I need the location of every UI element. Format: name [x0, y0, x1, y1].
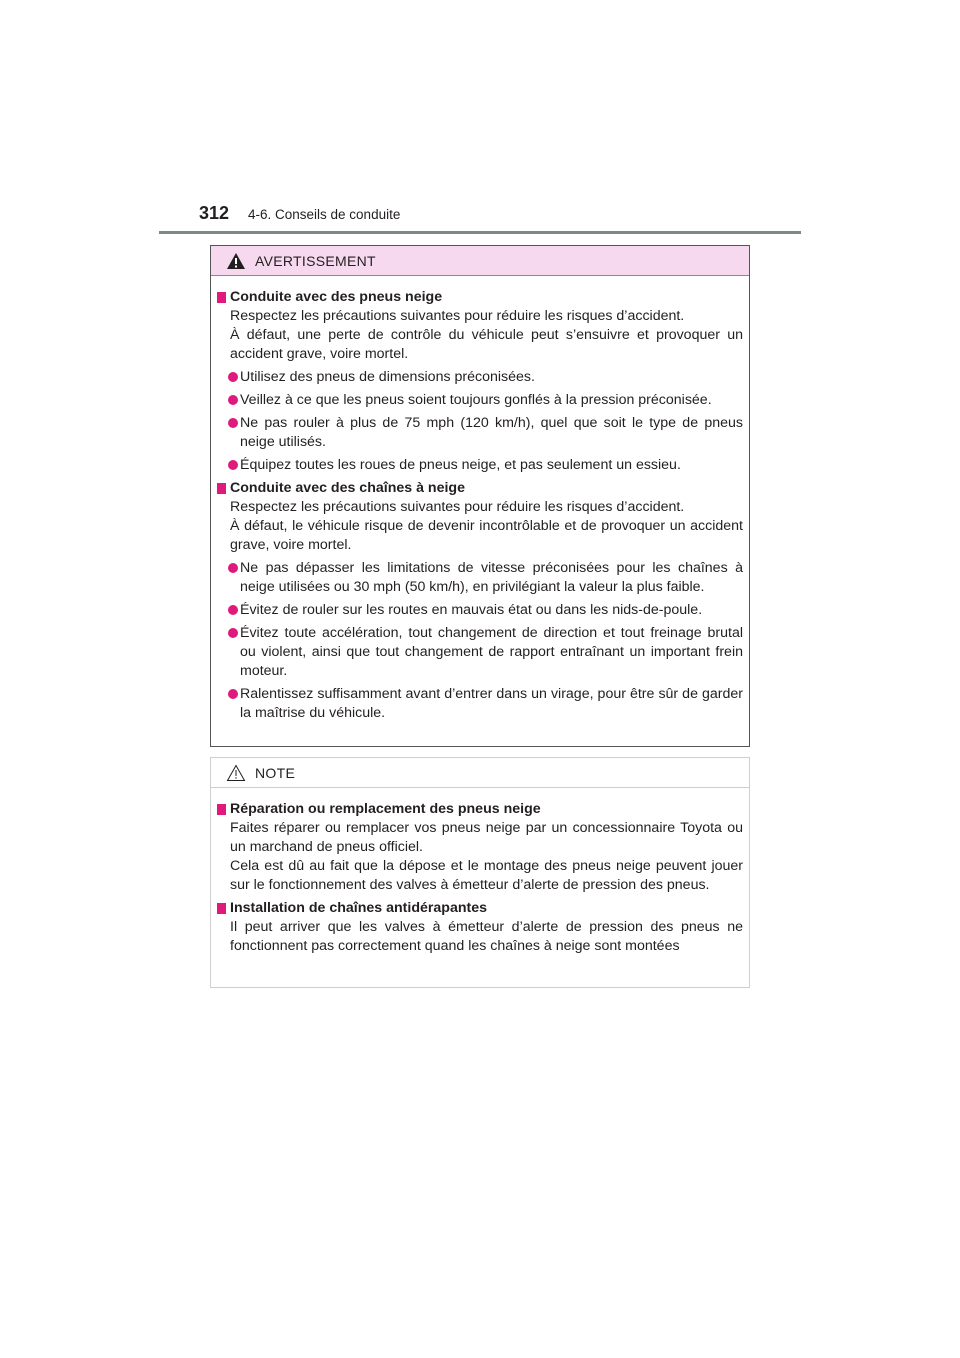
- item-text: [230, 307, 743, 364]
- warning-body: [211, 276, 749, 723]
- item-title: Conduite avec des pneus neige: [230, 289, 443, 305]
- item-text: [230, 819, 743, 895]
- dot-bullet-icon: [228, 372, 238, 382]
- warning-box: [210, 245, 750, 747]
- bullet-item: [217, 456, 743, 475]
- dot-bullet-icon: [228, 563, 238, 573]
- item-paragraph: Respectez les précautions suivantes pour réduire les risques d’accident.: [230, 308, 685, 324]
- bullet-item: [217, 601, 743, 620]
- note-label: NOTE: [255, 765, 296, 781]
- warning-item: [217, 288, 743, 364]
- square-bullet-icon: [217, 292, 226, 303]
- note-item: [217, 899, 743, 956]
- bullet-text: Évitez de rouler sur les routes en mauvais état ou dans les nids-de-poule.: [240, 602, 703, 618]
- bullet-item: [217, 391, 743, 410]
- item-title: Conduite avec des chaînes à neige: [230, 480, 465, 496]
- dot-bullet-icon: [228, 689, 238, 699]
- item-text: [230, 498, 743, 555]
- item-paragraph: Il peut arriver que les valves à émetteur d’alerte de pression des pneus ne fonctionnent pas correctement quand les chaînes à neige sont montées: [230, 919, 743, 954]
- note-item: [217, 800, 743, 895]
- dot-bullet-icon: [228, 628, 238, 638]
- item-paragraph: Respectez les précautions suivantes pour réduire les risques d’accident.: [230, 499, 685, 515]
- header-rule: [159, 231, 801, 234]
- bullet-text: Utilisez des pneus de dimensions préconisées.: [240, 369, 535, 385]
- dot-bullet-icon: [228, 605, 238, 615]
- bullet-item: [217, 559, 743, 597]
- item-paragraph: À défaut, une perte de contrôle du véhicule peut s’ensuivre et provoquer un accident grave, voire mortel.: [230, 327, 743, 362]
- warning-triangle-icon: [226, 252, 246, 270]
- warning-header: [211, 246, 749, 276]
- bullet-text: Évitez toute accélération, tout changement de direction et tout freinage brutal ou violent, ainsi que tout changement de rapport entraînant un important frein moteur.: [240, 625, 743, 679]
- bullet-text: Ne pas rouler à plus de 75 mph (120 km/h), quel que soit le type de pneus neige utilisés.: [240, 415, 743, 450]
- item-paragraph: À défaut, le véhicule risque de devenir incontrôlable et de provoquer un accident grave, voire mortel.: [230, 518, 743, 553]
- dot-bullet-icon: [228, 395, 238, 405]
- item-text: [230, 918, 743, 956]
- caution-triangle-icon: [226, 764, 246, 782]
- bullet-text: Ne pas dépasser les limitations de vitesse préconisées pour les chaînes à neige utilisées ou 30 mph (50 km/h), en privilégiant la valeur la plus faible.: [240, 560, 743, 595]
- bullet-item: [217, 685, 743, 723]
- note-box: [210, 757, 750, 988]
- note-body: [211, 788, 749, 956]
- bullet-text: Veillez à ce que les pneus soient toujours gonflés à la pression préconisée.: [240, 392, 712, 408]
- note-header: [211, 758, 749, 788]
- bullet-text: Équipez toutes les roues de pneus neige, et pas seulement un essieu.: [240, 457, 681, 473]
- section-title: 4-6. Conseils de conduite: [248, 207, 401, 222]
- item-title: Réparation ou remplacement des pneus neige: [230, 801, 541, 817]
- bullet-item: [217, 414, 743, 452]
- warning-label: AVERTISSEMENT: [255, 253, 376, 269]
- item-title: Installation de chaînes antidérapantes: [230, 900, 488, 916]
- warning-item: [217, 479, 743, 555]
- page-number: 312: [199, 203, 230, 223]
- item-paragraph: Cela est dû au fait que la dépose et le montage des pneus neige peuvent jouer sur le fonctionnement des valves à émetteur d’alerte de pression des pneus.: [230, 858, 743, 893]
- bullet-item: [217, 368, 743, 387]
- bullet-text: Ralentissez suffisamment avant d’entrer dans un virage, pour être sûr de garder la maîtrise du véhicule.: [240, 686, 743, 721]
- square-bullet-icon: [217, 483, 226, 494]
- dot-bullet-icon: [228, 418, 238, 428]
- bullet-item: [217, 624, 743, 681]
- square-bullet-icon: [217, 804, 226, 815]
- dot-bullet-icon: [228, 460, 238, 470]
- item-paragraph: Faites réparer ou remplacer vos pneus neige par un concessionnaire Toyota ou un marchand de pneus officiel.: [230, 820, 743, 855]
- square-bullet-icon: [217, 903, 226, 914]
